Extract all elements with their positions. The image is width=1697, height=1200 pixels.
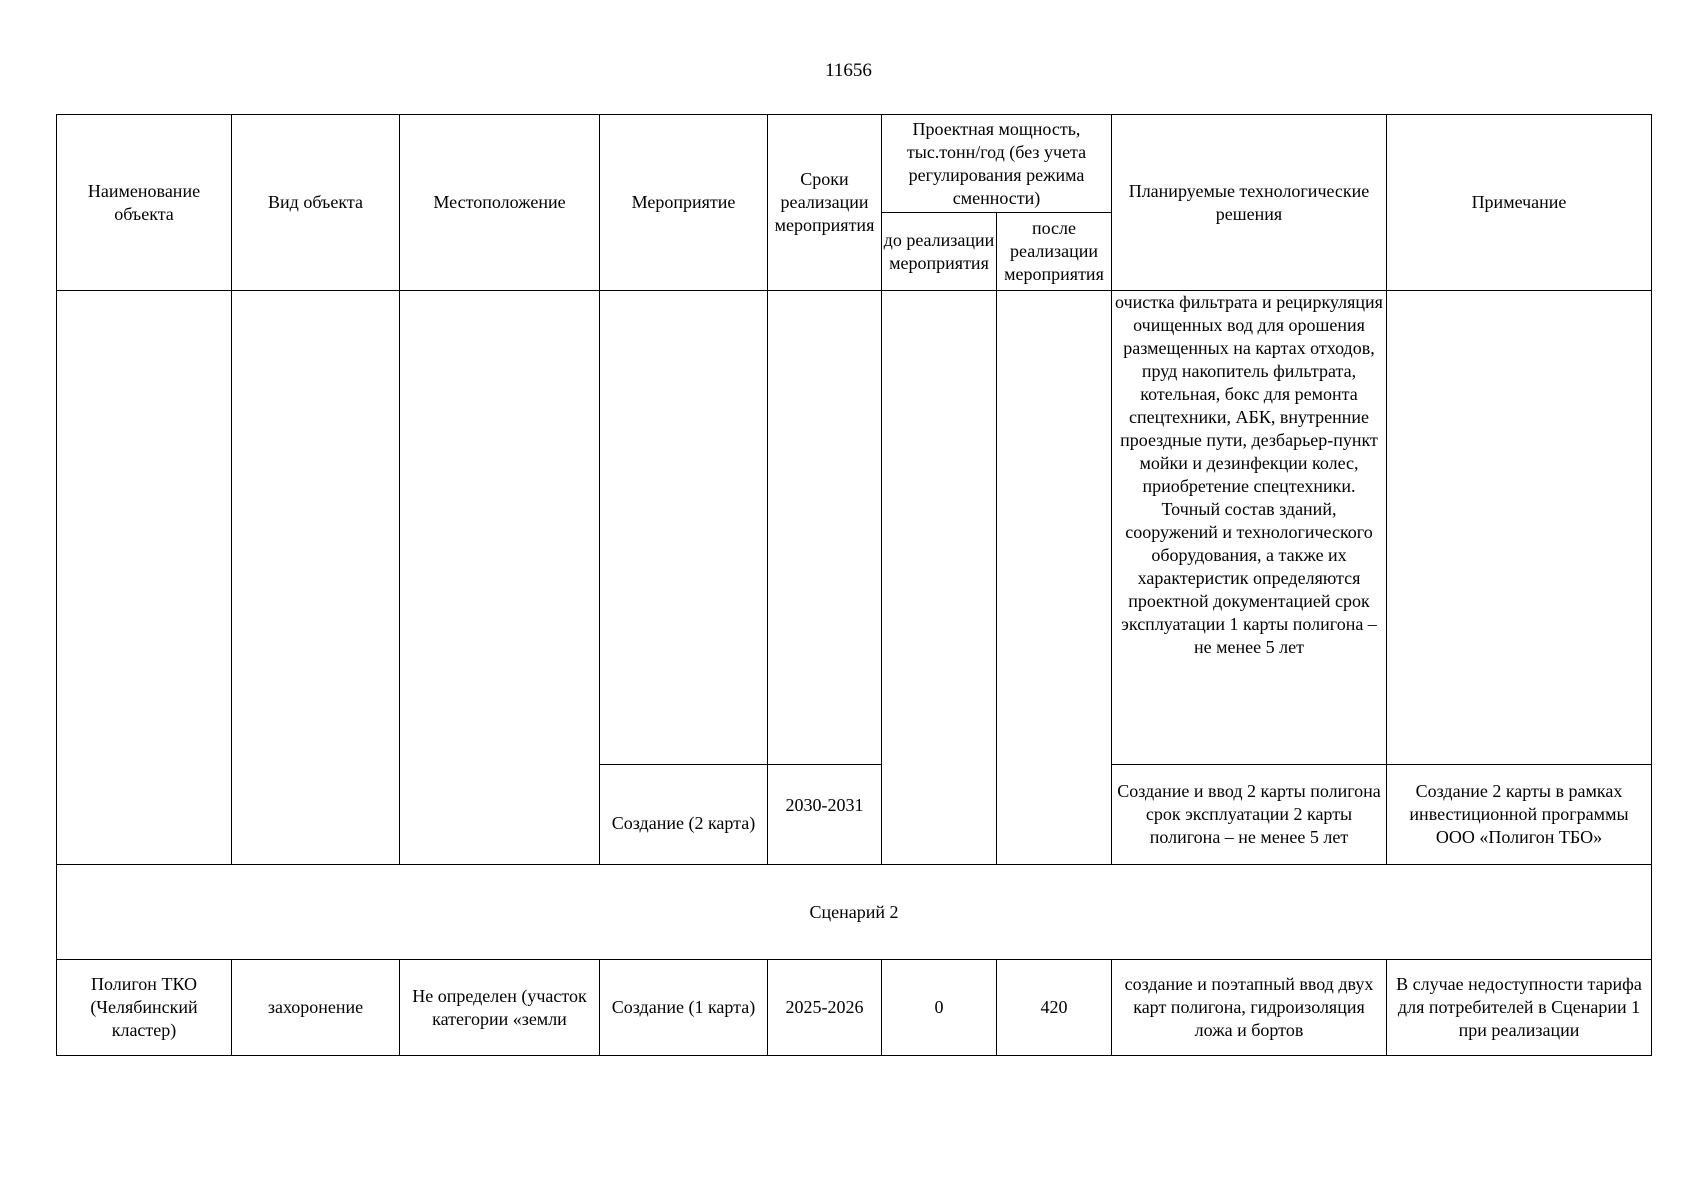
header-type: Вид объекта [232, 115, 400, 291]
cell-note-s2: В случае недоступности тарифа для потребителей в Сценарии 1 при реализации [1387, 960, 1652, 1056]
header-capacity-before: до реализации мероприятия [882, 213, 997, 291]
cell-timing-empty [768, 291, 882, 765]
cell-location-empty [400, 291, 600, 865]
cell-measure-empty [600, 291, 768, 765]
cell-name-empty [57, 291, 232, 865]
cell-tech-s2: создание и поэтапный ввод двух карт полигона, гидроизоляция ложа и бортов [1112, 960, 1387, 1056]
scenario-title: Сценарий 2 [57, 865, 1652, 960]
cell-note-empty [1387, 291, 1652, 765]
cell-measure-s2: Создание (1 карта) [600, 960, 768, 1056]
cell-type-empty [232, 291, 400, 865]
header-name: Наименование объекта [57, 115, 232, 291]
cell-measure-card2: Создание (2 карта) [600, 765, 768, 865]
cell-after-s2: 420 [997, 960, 1112, 1056]
header-row [57, 115, 1652, 213]
table-row-scenario2 [57, 960, 1652, 1056]
header-timing: Сроки реализации мероприятия [768, 115, 882, 291]
objects-table [56, 114, 1652, 1056]
cell-before-s2: 0 [882, 960, 997, 1056]
cell-note-card2: Создание 2 карты в рамках инвестиционной программы ООО «Полигон ТБО» [1387, 765, 1652, 865]
cell-timing-card2: 2030-2031 [768, 765, 882, 865]
header-note: Примечание [1387, 115, 1652, 291]
header-capacity-after: после реализации мероприятия [997, 213, 1112, 291]
header-capacity: Проектная мощность, тыс.тонн/год (без учета регулирования режима сменности) [882, 115, 1112, 213]
cell-name-s2: Полигон ТКО (Челябинский кластер) [57, 960, 232, 1056]
cell-type-s2: захоронение [232, 960, 400, 1056]
cell-location-s2: Не определен (участок категории «земли [400, 960, 600, 1056]
cell-before-empty [882, 291, 997, 865]
cell-after-empty [997, 291, 1112, 865]
cell-timing-s2: 2025-2026 [768, 960, 882, 1056]
scenario-row [57, 865, 1652, 960]
header-measure: Мероприятие [600, 115, 768, 291]
page-number: 11656 [825, 60, 872, 81]
table-row-continued [57, 291, 1652, 765]
header-tech: Планируемые технологические решения [1112, 115, 1387, 291]
header-location: Местоположение [400, 115, 600, 291]
cell-tech-continued: очистка фильтрата и рециркуляция очищенных вод для орошения размещенных на картах отходов, пруд накопитель фильтрата, котельная, бокс для ремонта спецтехники, АБК, внутренние проездные пути, дезбарьер-пункт мойки и дезинфекции колес, приобретение спецтехники. Точный состав зданий, сооружений и технологического оборудования, а также их характеристик определяются проектной документацией срок эксплуатации 1 карты полигона – не менее 5 лет [1112, 291, 1387, 765]
cell-tech-card2: Создание и ввод 2 карты полигона срок эксплуатации 2 карты полигона – не менее 5 лет [1112, 765, 1387, 865]
